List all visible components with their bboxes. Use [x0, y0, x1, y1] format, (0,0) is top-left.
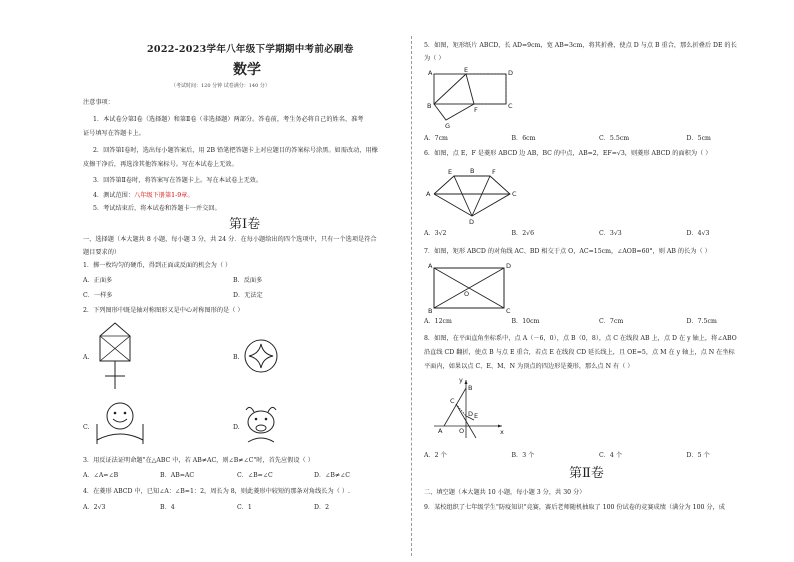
- q3-options: [83, 472, 391, 480]
- q6-label-d: D: [469, 218, 475, 226]
- q7-options: [424, 318, 774, 326]
- q7-text: 7．如图，矩形 ABCD 的对角线 AC、BD 相交于点 O，AC=15cm，∠AOB=60°，则 AB 的长为（ ）: [424, 248, 711, 255]
- q4-option-b: B．4: [160, 504, 175, 511]
- q8-line-1: 8．如图，在平面直角坐标系中，点 A（－6，0），点 B（0，8），点 C 在线段 AB 上，点 D 在 y 轴上，将∠ABO: [424, 335, 737, 342]
- part2-title: 第Ⅱ卷: [569, 466, 604, 481]
- q7-label-c: C: [506, 307, 511, 315]
- q8-figure: [430, 376, 506, 440]
- q5-options: [424, 135, 774, 143]
- q7-label-o: O: [464, 290, 470, 298]
- q6-text: 6．如图，点 E，F 是菱形 ABCD 边 AB，BC 的中点，AB=2，EF=√3，则菱形 ABCD 的面积为（ ）: [424, 150, 712, 157]
- fill-blank-heading: 二、填空题（本大题共 10 小题，每小题 3 分，共 30 分）: [424, 489, 586, 496]
- q5-figure: [426, 68, 518, 130]
- q8-option-d: D．5 个: [686, 452, 710, 459]
- q2-figure-c: [91, 400, 149, 446]
- q5-option-c: C．5.5cm: [599, 135, 630, 142]
- q5-label-f: F: [474, 106, 478, 114]
- q7-option-b: B．10cm: [511, 318, 540, 325]
- q5-option-a: A．7cm: [424, 135, 448, 142]
- q1-option-a: A．正面多: [83, 277, 113, 284]
- q1-text: 1．掷一枚均匀的硬币，得到正面或反面的机会为（ ）: [83, 262, 232, 269]
- note-4-label: 4．测试范围：: [93, 192, 135, 199]
- q1-option-b: B．反面多: [233, 277, 263, 284]
- q8-option-b: B．3 个: [511, 452, 535, 459]
- q5-label-a: A: [428, 69, 433, 77]
- q7-figure: [426, 262, 512, 314]
- q3-option-a: A．∠A=∠B: [83, 472, 119, 479]
- q2-figure-b: [243, 338, 279, 374]
- q8-label-d: D: [468, 410, 474, 418]
- q5-label-e: E: [464, 66, 469, 74]
- note-3: 3．回答第Ⅱ卷时，将答案写在答题卡上。写在本试卷上无效。: [93, 177, 263, 184]
- q5-line-1: 5．如图，矩形纸片 ABCD，长 AD=9cm，宽 AB=3cm，将其折叠，使点 D 与点 B 重合，那么折叠后 DE 的长: [424, 42, 737, 49]
- q6-label-b: B: [470, 167, 475, 175]
- note-2b: 皮擦干净后，再选涂其他答案标号。写在本试卷上无效。: [83, 161, 238, 168]
- q7-option-a: A．12cm: [424, 318, 452, 325]
- note-4-scope: 八年级下册第1-9章。: [134, 192, 194, 199]
- q3-text: 3．用反证法证明命题"在△ABC 中，若 AB≠AC，则∠B≠∠C"时，首先应假设（ ）: [83, 457, 314, 464]
- column-divider: [411, 36, 412, 556]
- part1-title: 第Ⅰ卷: [229, 217, 261, 232]
- q2-figure-d: [238, 402, 284, 448]
- q1-option-c: C．一样多: [83, 292, 113, 299]
- note-1b: 证号填写在答题卡上。: [83, 130, 145, 137]
- q8-options: [424, 452, 774, 460]
- q2-option-d: D.: [233, 424, 240, 431]
- q2-text: 2．下列图形中既是轴对称图形又是中心对称图形的是（ ）: [83, 307, 244, 314]
- q4-option-a: A．2√3: [83, 504, 106, 511]
- notes-heading: 注意事项：: [83, 99, 114, 106]
- q6-option-a: A．3√2: [424, 230, 447, 237]
- q5-line-2: 为（ ）: [424, 55, 445, 62]
- q5-option-d: D．5cm: [686, 135, 711, 142]
- q8-label-b: B: [468, 384, 473, 392]
- q8-line-3: 平面内，如果以点 C、E、M、N 为顶点的四边形是菱形，那么点 N 有（ ）: [424, 363, 634, 370]
- q7-option-c: C．7cm: [599, 318, 624, 325]
- right-column: [424, 0, 774, 562]
- q2-option-a: A.: [83, 354, 90, 361]
- q6-option-c: C．3√3: [599, 230, 622, 237]
- q4-option-c: C．1: [237, 504, 252, 511]
- left-column: [83, 0, 391, 562]
- q8-line-2: 沿直线 CD 翻折，使点 B 与点 E 重合，若点 E 在线段 CD 延长线上，且 OE=5，点 M 在 y 轴上，点 N 在坐标: [424, 349, 735, 356]
- q3-option-b: B．AB=AC: [160, 472, 195, 479]
- q8-option-a: A．2 个: [424, 452, 447, 459]
- q9-text: 9．某校组织了七年级学生"防疫知识"竞赛，赛后老师随机抽取了 100 份试卷的竞赛成绩（满分为 100 分，成: [424, 504, 725, 511]
- q5-label-g: G: [445, 122, 451, 130]
- q4-options: [83, 504, 391, 512]
- q6-options: [424, 230, 774, 238]
- exam-info: （考试时间：120 分钟 试卷满分：140 分）: [171, 83, 270, 89]
- note-4: [93, 192, 194, 200]
- q1-option-d: D．无法定: [233, 292, 263, 299]
- q5-label-b: B: [427, 102, 432, 110]
- q2-option-b: B.: [233, 354, 240, 361]
- q3-option-d: D．∠B≠∠C: [314, 472, 350, 479]
- q2-option-c: C.: [83, 424, 90, 431]
- q7-label-a: A: [428, 262, 433, 270]
- q2-figure-a: [95, 321, 135, 391]
- subject-title: 数学: [233, 62, 261, 78]
- q8-label-x: x: [500, 428, 504, 436]
- q5-option-b: B．6cm: [511, 135, 536, 142]
- exam-title: 2022-2023学年八年级下学期期中考前必刷卷: [147, 44, 354, 55]
- q8-label-y: y: [459, 376, 463, 384]
- q4-text: 4．在菱形 ABCD 中，已知∠A：∠B=1：2，周长为 8，则此菱形中较短的那条对角线长为（ ）.: [83, 488, 350, 495]
- q6-figure: [426, 168, 518, 224]
- q5-label-c: C: [508, 102, 513, 110]
- q7-label-d: D: [506, 262, 512, 270]
- q6-label-a: A: [426, 190, 431, 198]
- q6-option-b: B．2√6: [511, 230, 535, 237]
- q6-option-d: D．4√3: [686, 230, 710, 237]
- q8-label-o: O: [459, 427, 465, 435]
- q8-option-c: C．4 个: [599, 452, 623, 459]
- q6-label-e: E: [448, 168, 453, 176]
- q6-label-f: F: [492, 168, 496, 176]
- q8-label-c: C: [450, 397, 455, 405]
- q8-label-a: A: [438, 427, 443, 435]
- q3-option-c: C．∠B=∠C: [237, 472, 273, 479]
- choice-instructions-2: 题目要求的）: [83, 249, 121, 256]
- choice-instructions-1: 一、选择题（本大题共 8 小题，每小题 3 分，共 24 分．在每小题给出的四个选项中，只有一个选项是符合: [83, 236, 377, 243]
- q8-label-e: E: [474, 412, 479, 420]
- note-2a: 2．回答第Ⅰ卷时，选出每小题答案后，用 2B 铅笔把答题卡上对应题目的答案标号涂黑。如需改动，用橡: [93, 147, 378, 154]
- q4-option-d: D．2: [314, 504, 330, 511]
- q7-label-b: B: [428, 307, 433, 315]
- note-1a: 1．本试卷分第Ⅰ卷（选择题）和第Ⅱ卷（非选择题）两部分。答卷前，考生务必将自己的姓名、准考: [93, 116, 364, 123]
- note-5: 5．考试结束后，将本试卷和答题卡一并交回。: [93, 205, 221, 212]
- q5-label-d: D: [508, 69, 514, 77]
- q6-label-c: C: [512, 190, 517, 198]
- q7-option-d: D．7.5cm: [686, 318, 717, 325]
